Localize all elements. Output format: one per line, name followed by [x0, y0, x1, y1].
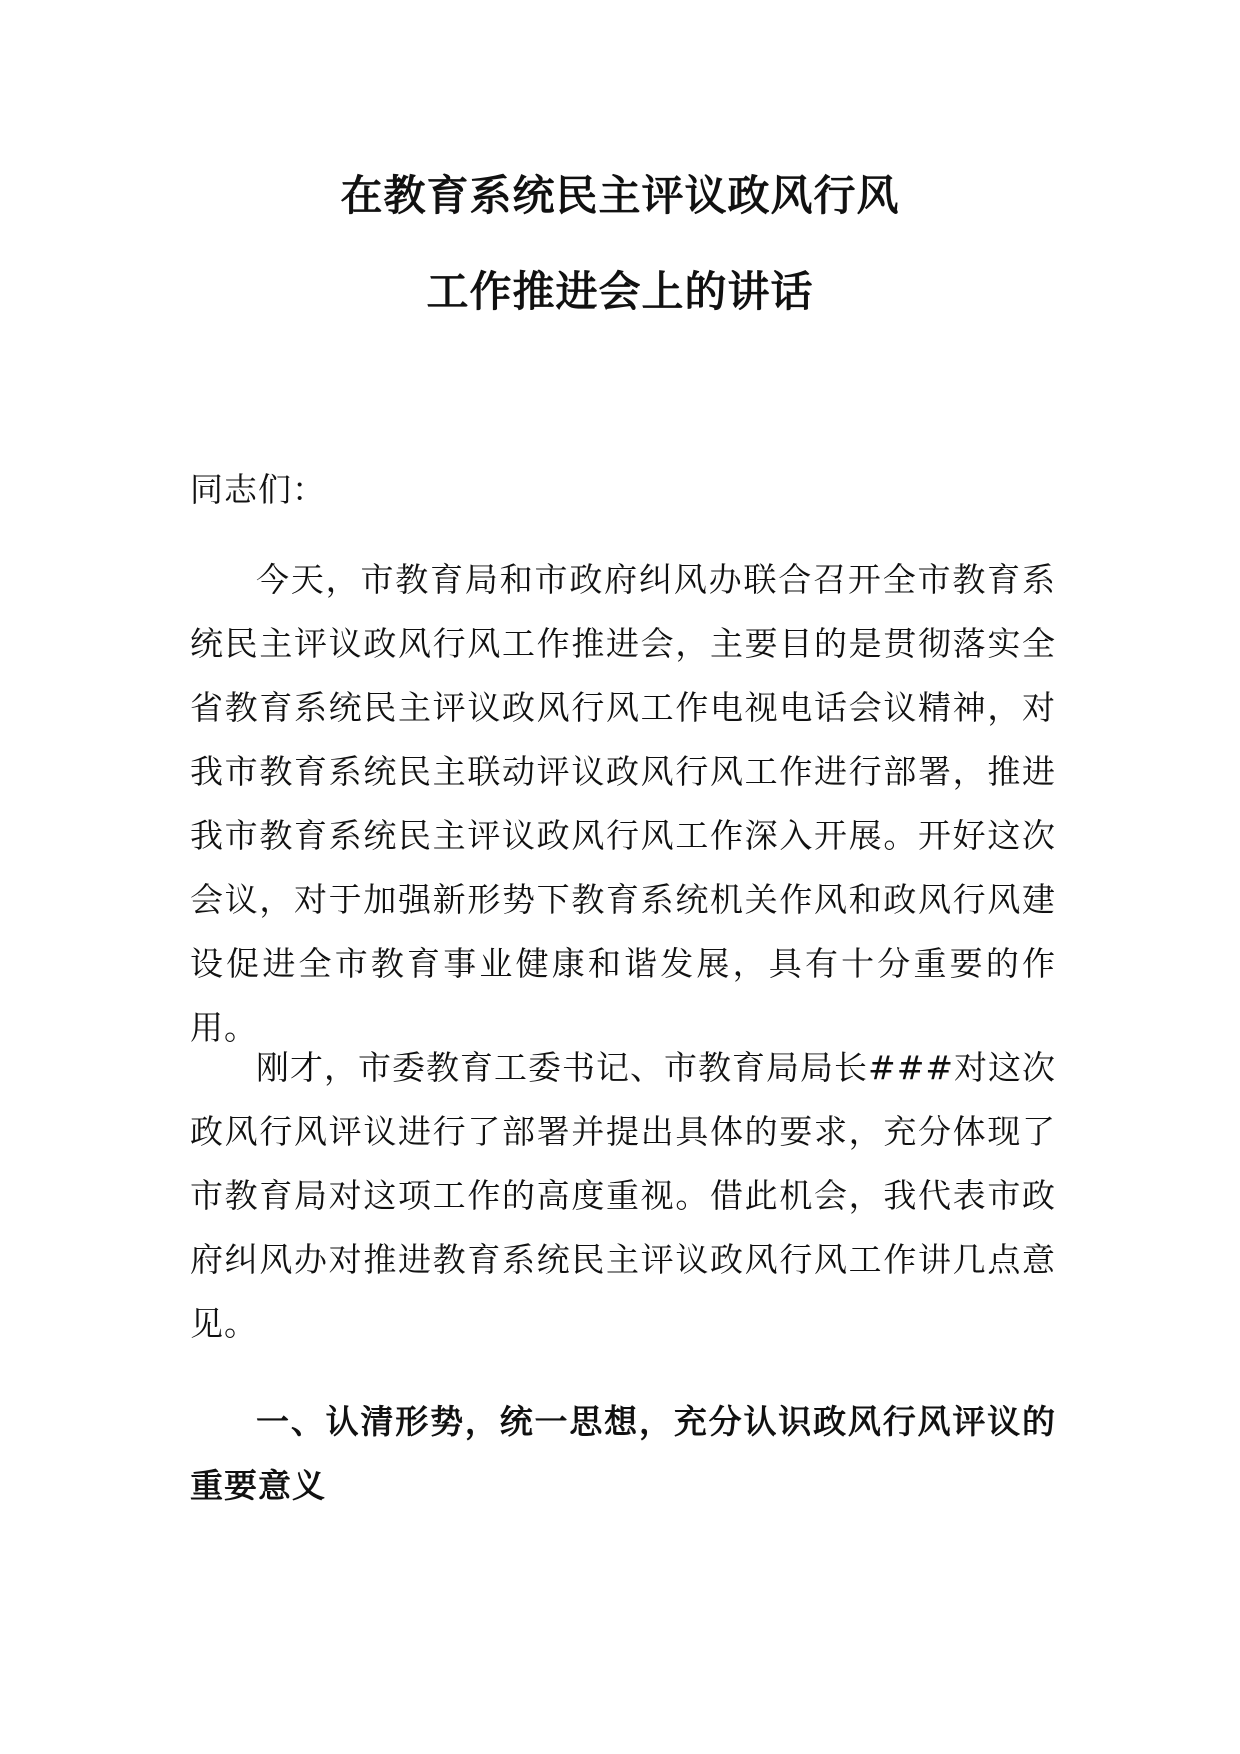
document-title-line-1: 在教育系统民主评议政风行风 — [340, 171, 900, 220]
document-title-line-2: 工作推进会上的讲话 — [426, 267, 814, 316]
section-heading: 一、认清形势，统一思想，充分认识政风行风评议的重要意义 — [190, 1402, 1056, 1505]
paragraph-remarks: 刚才，市委教育工委书记、市教育局局长###对这次政风行风评议进行了部署并提出具体的要求，充分体现了市教育局对这项工作的高度重视。借此机会，我代表市政府纠风办对推进教育系统民主评议政风行风工作讲几点意见。 — [190, 1048, 1056, 1343]
paragraph-opening: 今天，市教育局和市政府纠风办联合召开全市教育系统民主评议政风行风工作推进会，主要目的是贯彻落实全省教育系统民主评议政风行风工作电视电话会议精神，对我市教育系统民主联动评议政风行风工作进行部署，推进我市教育系统民主评议政风行风工作深入开展。开好这次会议，对于加强新形势下教育系统机关作风和政风行风建设促进全市教育事业健康和谐发展，具有十分重要的作用。 — [190, 560, 1056, 1047]
salutation: 同志们： — [190, 470, 326, 509]
